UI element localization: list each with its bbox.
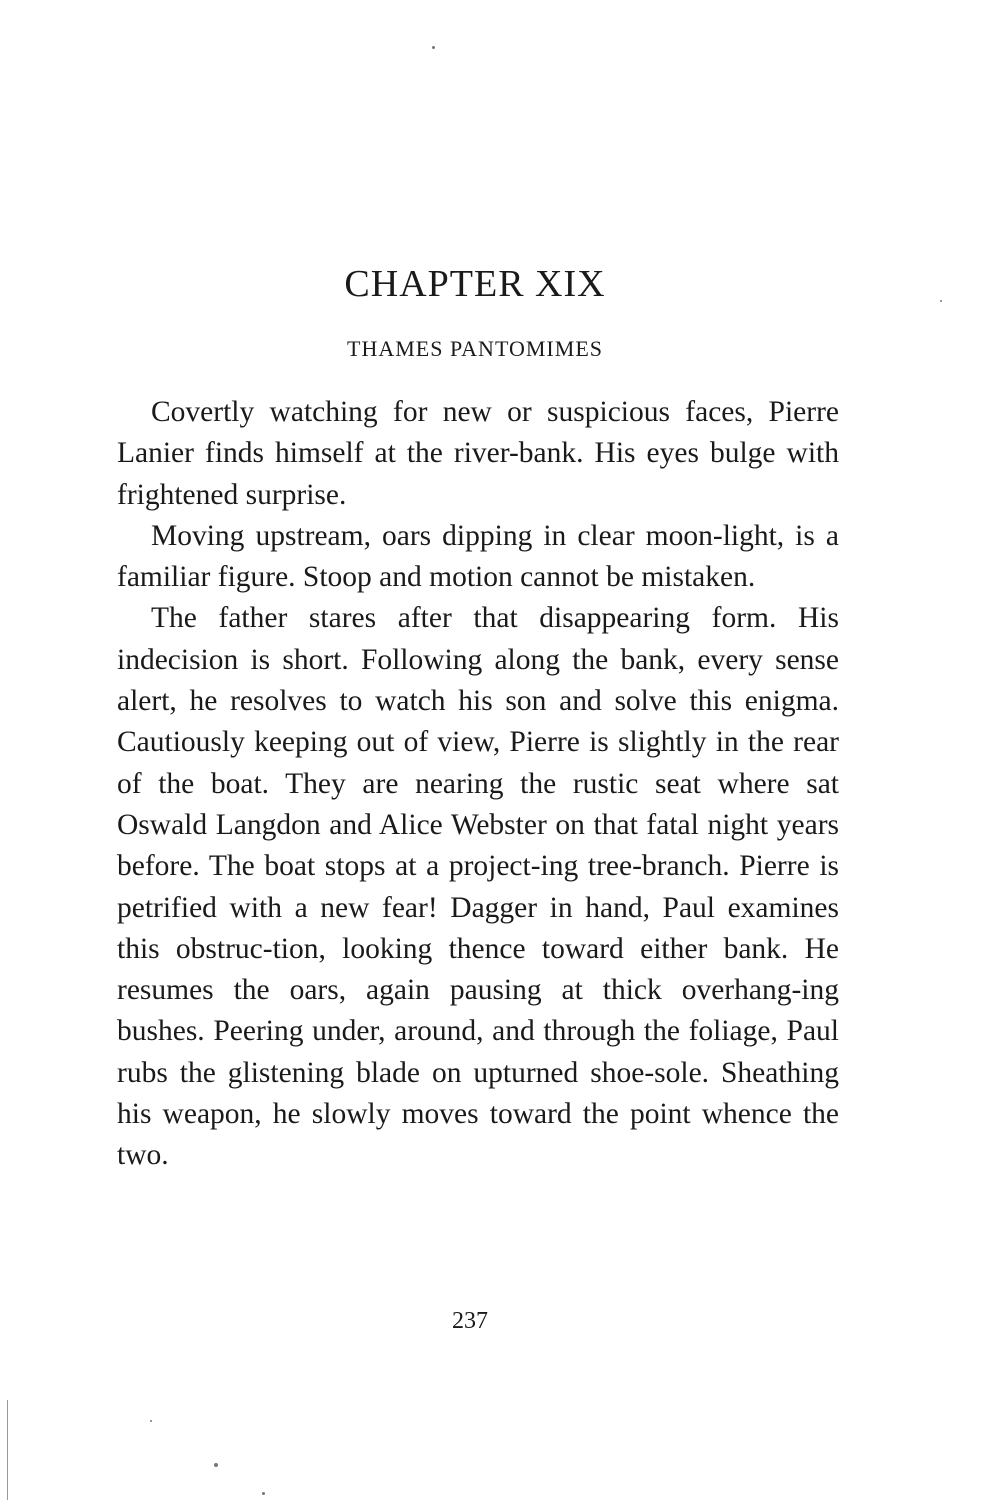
paragraph: The father stares after that disappearing form. His indecision is short. Following along the bank, every sense alert, he resolves to watch his son and solve this enigma. Cautiously keeping out of view, Pierre is slightly in the rear of the boat. They are nearing the rustic seat where sat Oswald Langdon and Alice Webster on that fatal night years before. The boat stops at a project-ing tree-branch. Pierre is petrified with a new fear! Dagger in hand, Paul examines this obstruc-tion, looking thence toward either bank. He resumes the oars, again pausing at thick overhang-ing bushes. Peering under, around, and through the foliage, Paul rubs the glistening blade on upturned shoe-sole. Sheathing his weapon, he slowly moves toward the point whence the two. xyxy=(117,602,839,1172)
scan-speck xyxy=(214,1463,218,1467)
paragraph: Covertly watching for new or suspicious faces, Pierre Lanier finds himself at the river-bank. His eyes bulge with frightened surprise. xyxy=(117,396,839,511)
chapter-title: CHAPTER XIX xyxy=(344,263,606,305)
page-number: 237 xyxy=(452,1308,488,1334)
scan-edge-line xyxy=(7,1400,8,1500)
scan-speck xyxy=(262,1492,265,1495)
scan-speck xyxy=(940,300,942,302)
body-text xyxy=(117,392,839,1177)
scan-speck xyxy=(150,1420,152,1422)
paragraph: Moving upstream, oars dipping in clear moon-light, is a familiar figure. Stoop and motion cannot be mistaken. xyxy=(117,519,839,594)
scan-speck xyxy=(432,46,435,49)
chapter-subtitle: THAMES PANTOMIMES xyxy=(347,336,603,361)
